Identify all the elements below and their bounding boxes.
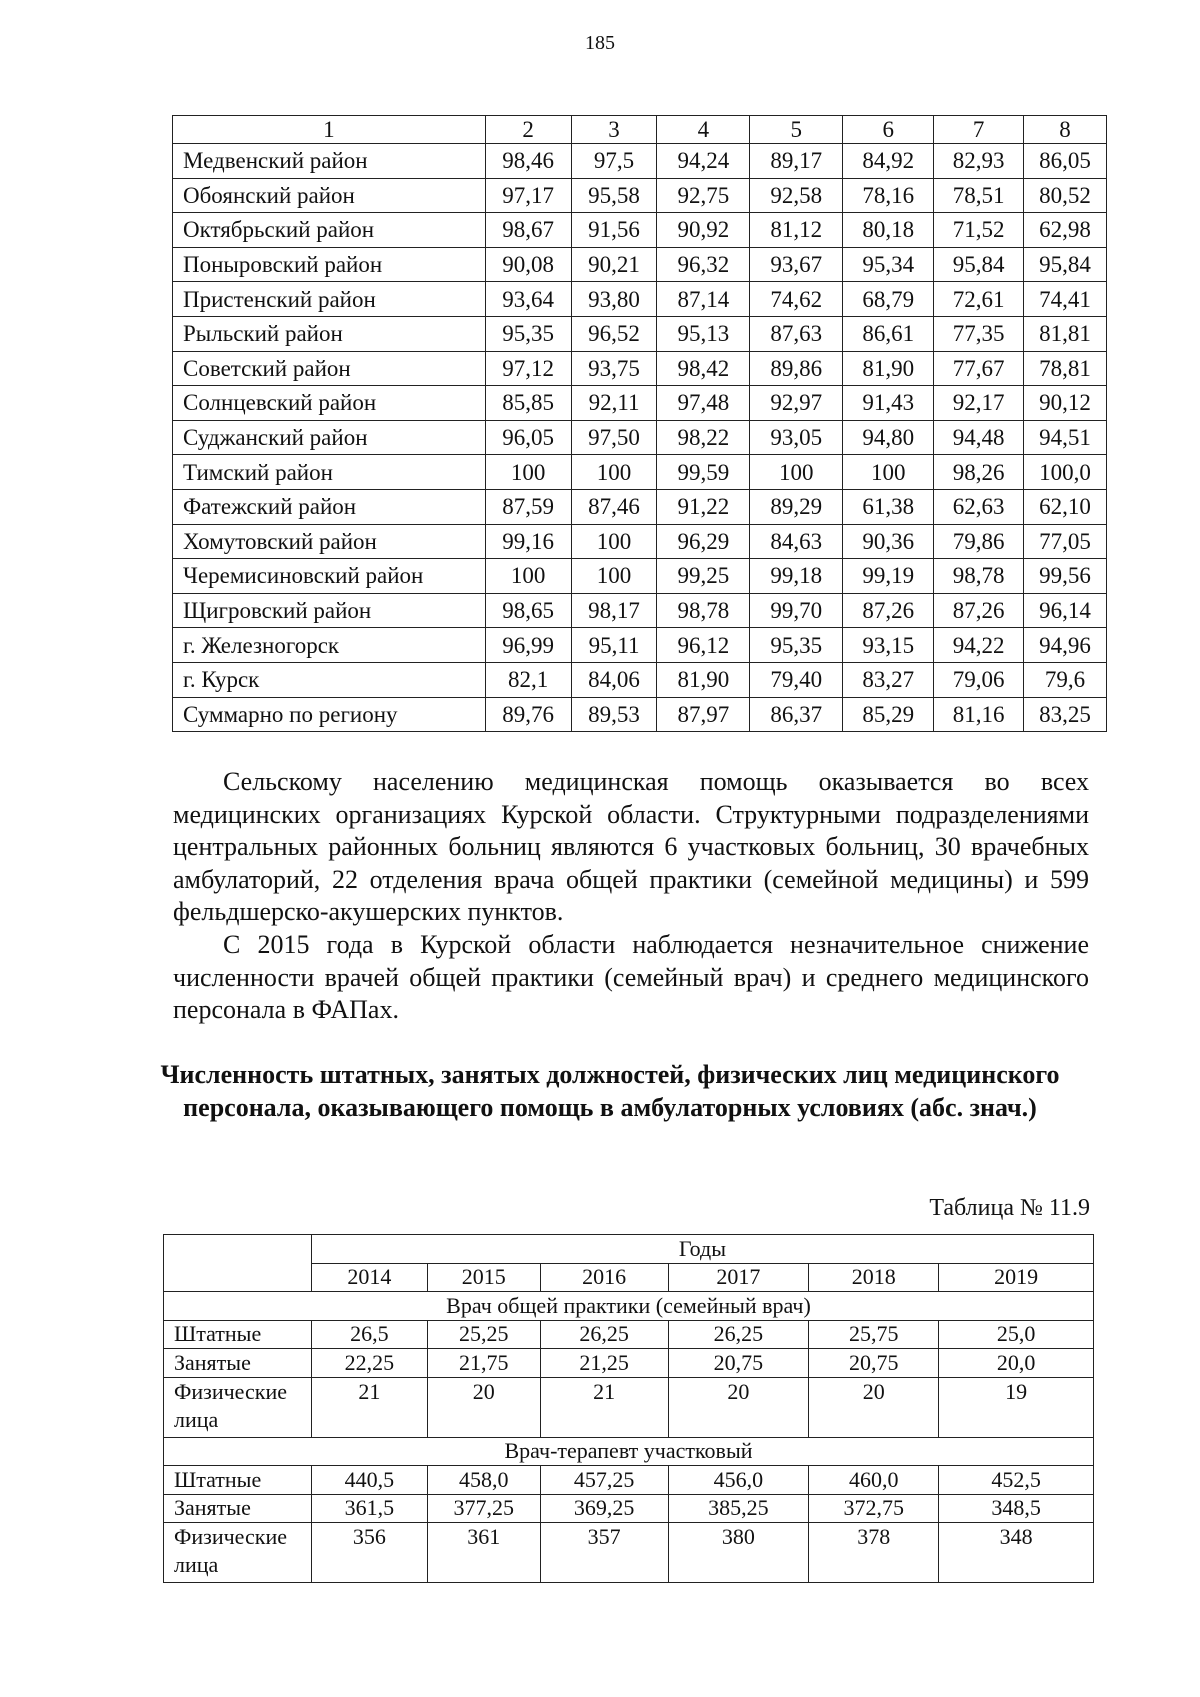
percent-value: 99,70 [750, 593, 843, 628]
count-value: 25,0 [939, 1320, 1094, 1349]
percent-value: 93,15 [843, 628, 934, 663]
percent-value: 74,41 [1024, 282, 1107, 317]
percent-value: 62,10 [1024, 489, 1107, 524]
section-title-row [164, 1292, 1094, 1321]
year-header: 2019 [939, 1263, 1094, 1292]
count-value: 361 [427, 1523, 540, 1583]
count-value: 361,5 [311, 1494, 427, 1523]
count-value: 21 [540, 1377, 668, 1437]
percent-value: 91,43 [843, 386, 934, 421]
percent-value: 72,61 [934, 282, 1024, 317]
count-value: 25,75 [809, 1320, 939, 1349]
count-value: 380 [668, 1523, 809, 1583]
percent-value: 95,35 [750, 628, 843, 663]
row-label: Физические лица [164, 1523, 312, 1583]
percent-value: 96,05 [485, 420, 571, 455]
paragraph-rural-care: Сельскому населению медицинская помощь оказывается во всех медицинских организациях Курской области. Структурными подразделениями центральных районных больниц являются 6 участковых больниц, 30 врачебных амбулаторий, 22 отделения врача общей практики (семейной медицины) и 599 фельдшерско-акушерских пунктов. [173, 767, 1089, 926]
percent-value: 93,05 [750, 420, 843, 455]
percent-value: 95,84 [934, 247, 1024, 282]
table-header-row [173, 116, 1107, 144]
corner-cell [164, 1235, 312, 1292]
row-label: Занятые [164, 1494, 312, 1523]
table-row [173, 489, 1107, 524]
percent-value: 87,59 [485, 489, 571, 524]
table-row [173, 282, 1107, 317]
percent-value: 98,17 [571, 593, 657, 628]
percent-value: 85,85 [485, 386, 571, 421]
percent-value: 92,97 [750, 386, 843, 421]
district-name: Щигровский район [173, 593, 486, 628]
percent-value: 87,46 [571, 489, 657, 524]
percent-value: 99,16 [485, 524, 571, 559]
count-value: 20 [427, 1377, 540, 1437]
count-value: 357 [540, 1523, 668, 1583]
percent-value: 96,32 [657, 247, 750, 282]
percent-value: 95,11 [571, 628, 657, 663]
count-value: 440,5 [311, 1466, 427, 1495]
percent-value: 99,25 [657, 559, 750, 594]
staff-table [163, 1234, 1094, 1583]
percent-value: 78,16 [843, 178, 934, 213]
percent-value: 100 [571, 455, 657, 490]
percent-value: 86,37 [750, 697, 843, 732]
section-title: Врач общей практики (семейный врач) [164, 1292, 1094, 1321]
column-number: 4 [657, 116, 750, 144]
count-value: 20,0 [939, 1349, 1094, 1378]
table-row [173, 316, 1107, 351]
district-name: Суджанский район [173, 420, 486, 455]
percent-value: 77,05 [1024, 524, 1107, 559]
percent-value: 99,18 [750, 559, 843, 594]
paragraph-staff-decline: С 2015 года в Курской области наблюдается незначительное снижение численности врачей общей практики (семейный врач) и среднего медицинского персонала в ФАПах. [173, 930, 1089, 1024]
percent-value: 61,38 [843, 489, 934, 524]
percent-value: 87,14 [657, 282, 750, 317]
count-value: 457,25 [540, 1466, 668, 1495]
percent-value: 97,48 [657, 386, 750, 421]
percent-value: 71,52 [934, 213, 1024, 248]
table-row [173, 351, 1107, 386]
percent-value: 96,12 [657, 628, 750, 663]
table-row [173, 420, 1107, 455]
table-number-label: Таблица № 11.9 [929, 1195, 1090, 1221]
page-number: 185 [585, 32, 615, 54]
count-value: 458,0 [427, 1466, 540, 1495]
table-heading: Численность штатных, занятых должностей, физических лиц медицинского персонала, оказывающего помощь в амбулаторных условиях (абс. знач.) [160, 1060, 1060, 1122]
column-number: 5 [750, 116, 843, 144]
percent-value: 93,80 [571, 282, 657, 317]
percent-value: 95,34 [843, 247, 934, 282]
table-row [173, 386, 1107, 421]
district-name: Обоянский район [173, 178, 486, 213]
percent-value: 95,13 [657, 316, 750, 351]
percent-value: 96,14 [1024, 593, 1107, 628]
count-value: 19 [939, 1377, 1094, 1437]
column-number: 8 [1024, 116, 1107, 144]
count-value: 385,25 [668, 1494, 809, 1523]
percent-value: 83,27 [843, 662, 934, 697]
table-row [164, 1494, 1094, 1523]
percent-value: 98,67 [485, 213, 571, 248]
table-row [173, 247, 1107, 282]
percent-value: 87,63 [750, 316, 843, 351]
percent-value: 92,11 [571, 386, 657, 421]
district-name: Тимский район [173, 455, 486, 490]
percent-value: 78,51 [934, 178, 1024, 213]
section-title: Врач-терапевт участковый [164, 1437, 1094, 1466]
count-value: 377,25 [427, 1494, 540, 1523]
count-value: 372,75 [809, 1494, 939, 1523]
percent-value: 98,46 [485, 144, 571, 179]
district-percent-table [172, 115, 1107, 732]
table-row [173, 697, 1107, 732]
percent-value: 89,53 [571, 697, 657, 732]
count-value: 21,75 [427, 1349, 540, 1378]
table-row [173, 593, 1107, 628]
table-row [173, 559, 1107, 594]
percent-value: 79,06 [934, 662, 1024, 697]
column-number: 7 [934, 116, 1024, 144]
percent-value: 86,05 [1024, 144, 1107, 179]
table-row [173, 662, 1107, 697]
table-row [164, 1377, 1094, 1437]
percent-value: 84,06 [571, 662, 657, 697]
column-number: 3 [571, 116, 657, 144]
year-header: 2017 [668, 1263, 809, 1292]
district-name: Октябрьский район [173, 213, 486, 248]
percent-value: 97,5 [571, 144, 657, 179]
percent-value: 100 [571, 559, 657, 594]
percent-value: 98,78 [657, 593, 750, 628]
percent-value: 89,29 [750, 489, 843, 524]
percent-value: 100 [485, 455, 571, 490]
percent-value: 89,86 [750, 351, 843, 386]
count-value: 20,75 [668, 1349, 809, 1378]
count-value: 21,25 [540, 1349, 668, 1378]
district-name: Хомутовский район [173, 524, 486, 559]
percent-value: 98,22 [657, 420, 750, 455]
percent-value: 89,76 [485, 697, 571, 732]
years-header-row [164, 1235, 1094, 1264]
count-value: 20,75 [809, 1349, 939, 1378]
percent-value: 98,26 [934, 455, 1024, 490]
percent-value: 78,81 [1024, 351, 1107, 386]
count-value: 348,5 [939, 1494, 1094, 1523]
count-value: 26,25 [540, 1320, 668, 1349]
percent-value: 80,18 [843, 213, 934, 248]
row-label: Штатные [164, 1466, 312, 1495]
percent-value: 92,75 [657, 178, 750, 213]
percent-value: 97,17 [485, 178, 571, 213]
count-value: 378 [809, 1523, 939, 1583]
percent-value: 96,29 [657, 524, 750, 559]
percent-value: 81,90 [843, 351, 934, 386]
count-value: 22,25 [311, 1349, 427, 1378]
count-value: 452,5 [939, 1466, 1094, 1495]
percent-value: 99,56 [1024, 559, 1107, 594]
table-row [173, 213, 1107, 248]
percent-value: 96,99 [485, 628, 571, 663]
percent-value: 100,0 [1024, 455, 1107, 490]
percent-value: 87,97 [657, 697, 750, 732]
percent-value: 90,12 [1024, 386, 1107, 421]
percent-value: 94,22 [934, 628, 1024, 663]
year-header: 2016 [540, 1263, 668, 1292]
year-header: 2015 [427, 1263, 540, 1292]
percent-value: 81,16 [934, 697, 1024, 732]
count-value: 369,25 [540, 1494, 668, 1523]
year-header: 2018 [809, 1263, 939, 1292]
percent-value: 99,59 [657, 455, 750, 490]
percent-value: 100 [571, 524, 657, 559]
table-row [173, 144, 1107, 179]
percent-value: 97,12 [485, 351, 571, 386]
count-value: 456,0 [668, 1466, 809, 1495]
table-row [173, 178, 1107, 213]
percent-value: 87,26 [934, 593, 1024, 628]
percent-value: 90,21 [571, 247, 657, 282]
percent-value: 93,67 [750, 247, 843, 282]
percent-value: 95,58 [571, 178, 657, 213]
percent-value: 84,92 [843, 144, 934, 179]
count-value: 20 [809, 1377, 939, 1437]
percent-value: 100 [750, 455, 843, 490]
table-row [164, 1349, 1094, 1378]
percent-value: 93,75 [571, 351, 657, 386]
count-value: 26,25 [668, 1320, 809, 1349]
percent-value: 93,64 [485, 282, 571, 317]
percent-value: 83,25 [1024, 697, 1107, 732]
column-number: 2 [485, 116, 571, 144]
percent-value: 81,12 [750, 213, 843, 248]
percent-value: 79,6 [1024, 662, 1107, 697]
table-row [164, 1320, 1094, 1349]
table-row [164, 1466, 1094, 1495]
percent-value: 90,08 [485, 247, 571, 282]
percent-value: 79,86 [934, 524, 1024, 559]
table-row [164, 1523, 1094, 1583]
percent-value: 86,61 [843, 316, 934, 351]
district-name: Медвенский район [173, 144, 486, 179]
district-name: Советский район [173, 351, 486, 386]
percent-value: 81,90 [657, 662, 750, 697]
percent-value: 91,56 [571, 213, 657, 248]
percent-value: 90,36 [843, 524, 934, 559]
district-name: Солнцевский район [173, 386, 486, 421]
percent-value: 85,29 [843, 697, 934, 732]
percent-value: 94,80 [843, 420, 934, 455]
percent-value: 98,65 [485, 593, 571, 628]
percent-value: 68,79 [843, 282, 934, 317]
percent-value: 99,19 [843, 559, 934, 594]
percent-value: 74,62 [750, 282, 843, 317]
district-name: Пристенский район [173, 282, 486, 317]
percent-value: 79,40 [750, 662, 843, 697]
table-row [173, 455, 1107, 490]
percent-value: 90,92 [657, 213, 750, 248]
district-name: Поныровский район [173, 247, 486, 282]
percent-value: 77,67 [934, 351, 1024, 386]
percent-value: 87,26 [843, 593, 934, 628]
percent-value: 62,98 [1024, 213, 1107, 248]
column-number: 6 [843, 116, 934, 144]
row-label: Штатные [164, 1320, 312, 1349]
percent-value: 94,51 [1024, 420, 1107, 455]
section-title-row [164, 1437, 1094, 1466]
district-name: Черемисиновский район [173, 559, 486, 594]
percent-value: 91,22 [657, 489, 750, 524]
percent-value: 94,24 [657, 144, 750, 179]
table-row [173, 524, 1107, 559]
count-value: 26,5 [311, 1320, 427, 1349]
percent-value: 92,58 [750, 178, 843, 213]
district-name: Фатежский район [173, 489, 486, 524]
percent-value: 95,35 [485, 316, 571, 351]
row-label: Занятые [164, 1349, 312, 1378]
percent-value: 80,52 [1024, 178, 1107, 213]
percent-value: 96,52 [571, 316, 657, 351]
count-value: 21 [311, 1377, 427, 1437]
year-header: 2014 [311, 1263, 427, 1292]
percent-value: 94,48 [934, 420, 1024, 455]
percent-value: 77,35 [934, 316, 1024, 351]
percent-value: 82,93 [934, 144, 1024, 179]
table-row [173, 628, 1107, 663]
years-label: Годы [311, 1235, 1093, 1264]
percent-value: 100 [485, 559, 571, 594]
percent-value: 81,81 [1024, 316, 1107, 351]
count-value: 348 [939, 1523, 1094, 1583]
district-name: Суммарно по региону [173, 697, 486, 732]
percent-value: 100 [843, 455, 934, 490]
district-name: г. Железногорск [173, 628, 486, 663]
district-name: Рыльский район [173, 316, 486, 351]
row-label: Физические лица [164, 1377, 312, 1437]
percent-value: 92,17 [934, 386, 1024, 421]
percent-value: 97,50 [571, 420, 657, 455]
percent-value: 95,84 [1024, 247, 1107, 282]
percent-value: 98,42 [657, 351, 750, 386]
count-value: 356 [311, 1523, 427, 1583]
percent-value: 62,63 [934, 489, 1024, 524]
percent-value: 84,63 [750, 524, 843, 559]
count-value: 25,25 [427, 1320, 540, 1349]
percent-value: 82,1 [485, 662, 571, 697]
percent-value: 98,78 [934, 559, 1024, 594]
district-name: г. Курск [173, 662, 486, 697]
count-value: 20 [668, 1377, 809, 1437]
percent-value: 94,96 [1024, 628, 1107, 663]
column-number: 1 [173, 116, 486, 144]
count-value: 460,0 [809, 1466, 939, 1495]
percent-value: 89,17 [750, 144, 843, 179]
